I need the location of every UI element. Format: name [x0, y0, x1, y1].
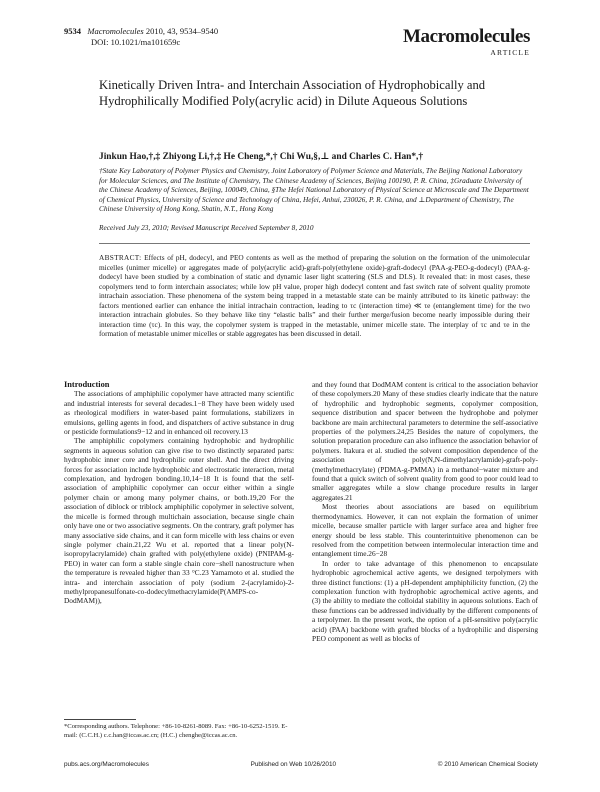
- paragraph: and they found that DodMAM content is critical to the association behavior of these copolymers.20 Many of these studies clearly indicate that the nature of hydrophilic and hydrophobic segments, copolymer composition, sequence distribution and spacer between the hydrophobe and polymer backbone are main architectural parameters to determine the self-associative properties of the polymers.24,25 Besides the nature of copolymers, the solution preparation procedure can also influence the association behavior of polymers. Itakura et al. studied the solvent composition dependence of the association of poly(N,N-dimethylacrylamide)-graft-poly-(methylmethacrylate) (PDMA-g-PMMA) in a methanol−water mixture and found that a quick switch of solvent quality from good to poor could lead to smaller aggregates while a slow change procedure results in larger aggregates.21: [312, 380, 538, 502]
- right-column: [312, 380, 538, 643]
- abstract-label: ABSTRACT:: [99, 253, 142, 262]
- paragraph: The associations of amphiphilic copolymer have attracted many scientific and industrial interests for several decades.1−8 They have been widely used as rheological modifiers in water-based paint formulations, stabilizers in emulsions, gelling agents in food, and dispatchers of active substance in drug or pesticide formulations9−12 and in enhanced oil recovery.13: [64, 389, 294, 437]
- journal-name: Macromolecules: [87, 26, 144, 36]
- abstract: [99, 253, 530, 339]
- paragraph: In order to take advantage of this phenomenon to encapsulate hydrophobic agrochemical active agents, we designed terpolymers with three distinct functions: (1) a pH-dependent amphiphilicity function, (2) the complexation function with hydrophobic agrochemical active agents, and (3) the ability to mediate the colloidal stability in aqueous solutions. Each of these functions can be addressed individually by the different components of a terpolymer. In the present work, the option of a pH-sensitive poly(acrylic acid) (PAA) backbone with grafted blocks of a hydrophilic and dispersing PEO component as well as blocks of: [312, 558, 538, 643]
- corresponding-author-footnote: *Corresponding authors. Telephone: +86-10-8261-8089. Fax: +86-10-6252-1519. E-mail: (C.C.H.) c.c.han@iccas.ac.cn; (H.C.) chenghe@iccas.ac.cn.: [64, 723, 288, 739]
- article-type: ARTICLE: [490, 48, 530, 57]
- publication-date: Published on Web 10/26/2010: [250, 761, 337, 768]
- divider: [99, 243, 530, 244]
- doi[interactable]: DOI: 10.1021/ma101659c: [91, 37, 181, 47]
- affiliations: †State Key Laboratory of Polymer Physics and Chemistry, Joint Laboratory of Polymer Science and Materials, The Beijing National Laboratory for Molecular Sciences, and The Institute of Chemistry, The Chinese Academy of Sciences, Beijing 100190, P. R. China, ‡Graduate University of the Chinese Academy of Sciences, Beijing, 100049, China, §The Hefei National Laboratory of Physical Science at Microscale and The Department of Chemical Physics, University of Science and Technology of China, Hefei, Anhui, 230026, P. R. China, and ⊥Department of Chemistry, The Chinese University of Hong Kong, Shatin, N.T., Hong Kong: [99, 166, 529, 214]
- abstract-text: Effects of pH, dodecyl, and PEO contents as well as the method of preparing the solution on the formation of the unimolecular micelles (unimer micelle) or aggregates made of poly(acrylic acid)-graft-poly(ethylene oxide)-graft-dodecyl (PAA-g-PEO-g-dodecyl) (PAA-g-dodecyl have been studied by a combination of static and dynamic laser light scattering (SLS and DLS). It revealed that: in most cases, these copolymers tend to form interchain associates; while low pH value, proper high dodecyl content and fast switch rate of solvent quality promote intrachain association. These phenomena of the system being trapped in a metastable state can be mainly attributed to its kinetic pathway: the factors mentioned earlier can enhance the initial intrachain contraction, leading to τc (interaction time) ≪ τe (entanglement time) for the two interaction intrachain globules. So they behave like tiny “elastic balls” and their further merge/fusion become nearly impossible during their interaction time (τc). In this way, the copolymer system is trapped in the metastable, unimer micelle state. The interplay of τc and τe in the formation of metastable unimer micelles or stable aggregates has been discussed in detail.: [99, 253, 531, 339]
- running-header: [64, 26, 218, 48]
- citation: 2010, 43, 9534–9540: [145, 26, 219, 36]
- paragraph: Most theories about associations are based on equilibrium thermodynamics. However, it can not explain the formation of unimer micelle, because smaller particle with larger surface area and higher free energy should be less stable. This counterintuitive phenomenon can be resolved from the competition between intermolecular interaction time and entanglement time.26−28: [312, 502, 538, 559]
- section-heading: Introduction: [64, 380, 110, 389]
- logo-brand: Macromolecules: [402, 26, 530, 47]
- page-footer: [64, 761, 538, 768]
- journal-logo: [403, 27, 530, 58]
- page-number: 9534: [64, 26, 81, 36]
- received-dates: Received July 23, 2010; Revised Manuscript Received September 8, 2010: [99, 223, 314, 232]
- paragraph: The amphiphilic copolymers containing hydrophobic and hydrophilic segments in aqueous solution can give rise to two distinctly separated parts: hydrophobic inner core and hydrophilic outer shell. And the direct driving forces for association include hydrophobic and electrostatic interaction, metal complexation, and hydrogen bonding.10,14−18 It is found that the self-association of amphiphilic copolymer can occur either within a single polymer chain or among many polymer chains, or both.19,20 For the association of diblock or triblock amphiphilic copolymer in selective solvent, the micelle is formed through multichain association, because single chain only have one or two associative segments. On the contrary, graft polymer has many associative side chains, and it can form micelle with less chains or even single polymer chain.21,22 Wu et al. reported that a linear poly(N-isopropylacrylamide) chain grafted with poly(ethylene oxide) (PNIPAM-g-PEO) in water can form a stable single chain core−shell nanostructure when the temperature is revealed higher than 33 °C.23 Yamamoto et al. studied the intra- and interchain association of poly (sodium 2-(acrylamido)-2-methylpropanesulfonate-co-dodecylmethacrylamide(P(AMPS-co-DodMAM)),: [64, 436, 294, 606]
- copyright: © 2010 American Chemical Society: [437, 761, 538, 768]
- article-title: Kinetically Driven Intra- and Interchain Association of Hydrophobically and Hydrophilically Modified Poly(acrylic acid) in Dilute Aqueous Solutions: [99, 78, 486, 108]
- footnote-divider: [64, 719, 136, 720]
- journal-site-link[interactable]: pubs.acs.org/Macromolecules: [64, 761, 149, 768]
- author-list: Jinkun Hao,†,‡ Zhiyong Li,†,‡ He Cheng,*,† Chi Wu,§,⊥ and Charles C. Han*,†: [99, 152, 424, 162]
- left-column: [64, 380, 294, 606]
